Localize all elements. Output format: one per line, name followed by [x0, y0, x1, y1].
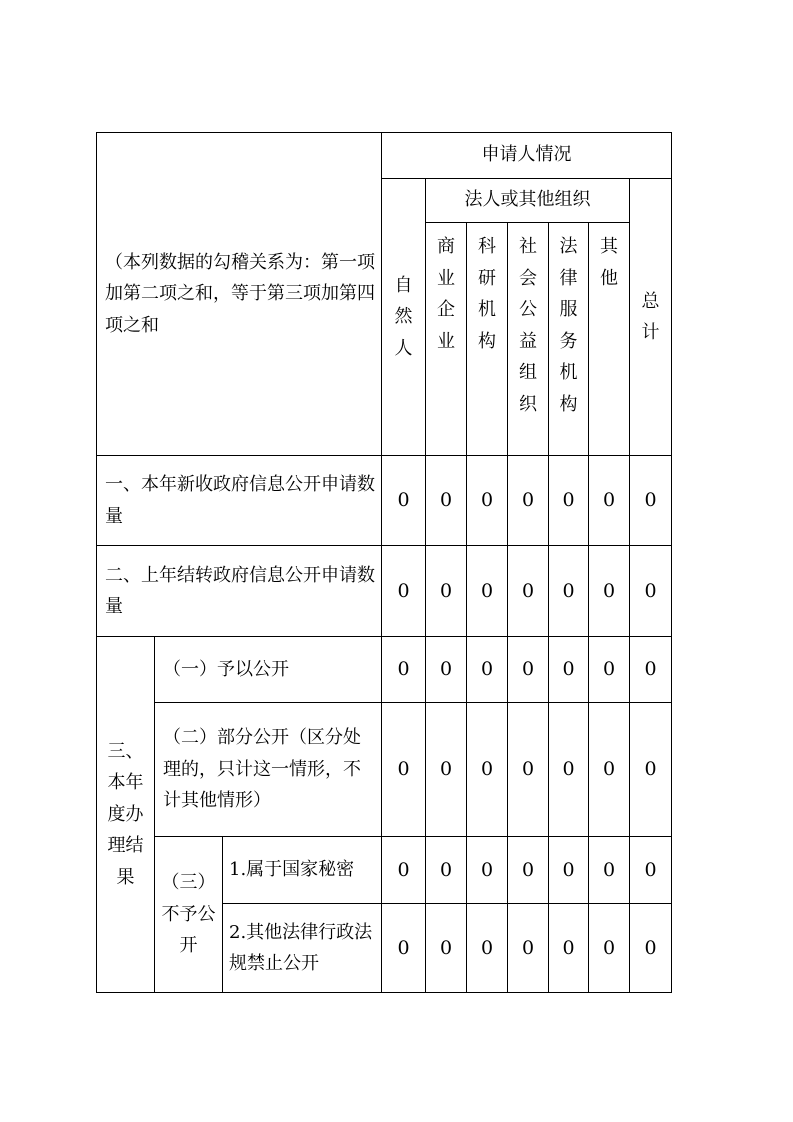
other-label: 其他: [600, 236, 618, 289]
cell: 0: [549, 637, 589, 703]
section3-label: 三、本年度办理结果: [97, 637, 155, 993]
col-total: [630, 179, 672, 456]
r3-3-1-label: 1.属于国家秘密: [223, 837, 382, 904]
cell: 0: [426, 703, 467, 837]
table-row: [97, 837, 672, 904]
cell: 0: [549, 904, 589, 993]
cell: 0: [630, 546, 672, 637]
cell: 0: [508, 904, 549, 993]
cell: 0: [508, 456, 549, 546]
r3-1-label: （一）予以公开: [155, 637, 382, 703]
r3-3-group-label: （三）不予公开: [155, 837, 223, 993]
col-other: [589, 223, 630, 456]
cell: 0: [589, 904, 630, 993]
cell: 0: [382, 837, 426, 904]
research-label: 科研机构: [478, 236, 496, 352]
cell: 0: [467, 456, 508, 546]
cell: 0: [589, 637, 630, 703]
cell: 0: [382, 703, 426, 837]
table-row: [97, 637, 672, 703]
cell: 0: [589, 456, 630, 546]
cell: 0: [630, 637, 672, 703]
applicant-header: 申请人情况: [382, 133, 672, 179]
cell: 0: [549, 703, 589, 837]
r3-2-label: （二）部分公开（区分处理的，只计这一情形，不计其他情形）: [155, 703, 382, 837]
cell: 0: [549, 837, 589, 904]
cell: 0: [382, 904, 426, 993]
cell: 0: [630, 904, 672, 993]
col-natural-person: [382, 179, 426, 456]
table-note: （本列数据的勾稽关系为：第一项加第二项之和，等于第三项加第四项之和: [97, 133, 382, 456]
cell: 0: [508, 546, 549, 637]
cell: 0: [382, 637, 426, 703]
col-research: [467, 223, 508, 456]
table-row: [97, 703, 672, 837]
cell: 0: [467, 837, 508, 904]
cell: 0: [508, 703, 549, 837]
col-commercial: [426, 223, 467, 456]
row1-label: 一、本年新收政府信息公开申请数量: [97, 456, 382, 546]
cell: 0: [426, 904, 467, 993]
col-legal: [549, 223, 589, 456]
cell: 0: [549, 456, 589, 546]
total-label: 总计: [641, 290, 660, 343]
r3-3-2-label: 2.其他法律行政法规禁止公开: [223, 904, 382, 993]
cell: 0: [630, 456, 672, 546]
cell: 0: [589, 703, 630, 837]
natural-person-label: 自然人: [394, 274, 413, 359]
commercial-label: 商业企业: [437, 236, 455, 352]
cell: 0: [426, 637, 467, 703]
cell: 0: [589, 546, 630, 637]
cell: 0: [508, 837, 549, 904]
legal-group-header: 法人或其他组织: [426, 179, 630, 223]
social-label: 社会公益组织: [519, 236, 537, 415]
table-row: [97, 546, 672, 637]
cell: 0: [426, 837, 467, 904]
cell: 0: [382, 546, 426, 637]
cell: 0: [467, 637, 508, 703]
col-social: [508, 223, 549, 456]
cell: 0: [467, 904, 508, 993]
cell: 0: [426, 456, 467, 546]
cell: 0: [630, 703, 672, 837]
disclosure-stats-table: [96, 132, 672, 993]
cell: 0: [426, 546, 467, 637]
cell: 0: [467, 703, 508, 837]
table-row: [97, 456, 672, 546]
cell: 0: [630, 837, 672, 904]
cell: 0: [508, 637, 549, 703]
cell: 0: [467, 546, 508, 637]
cell: 0: [549, 546, 589, 637]
cell: 0: [382, 456, 426, 546]
legal-label: 法律服务机构: [559, 236, 578, 415]
row2-label: 二、上年结转政府信息公开申请数量: [97, 546, 382, 637]
cell: 0: [589, 837, 630, 904]
